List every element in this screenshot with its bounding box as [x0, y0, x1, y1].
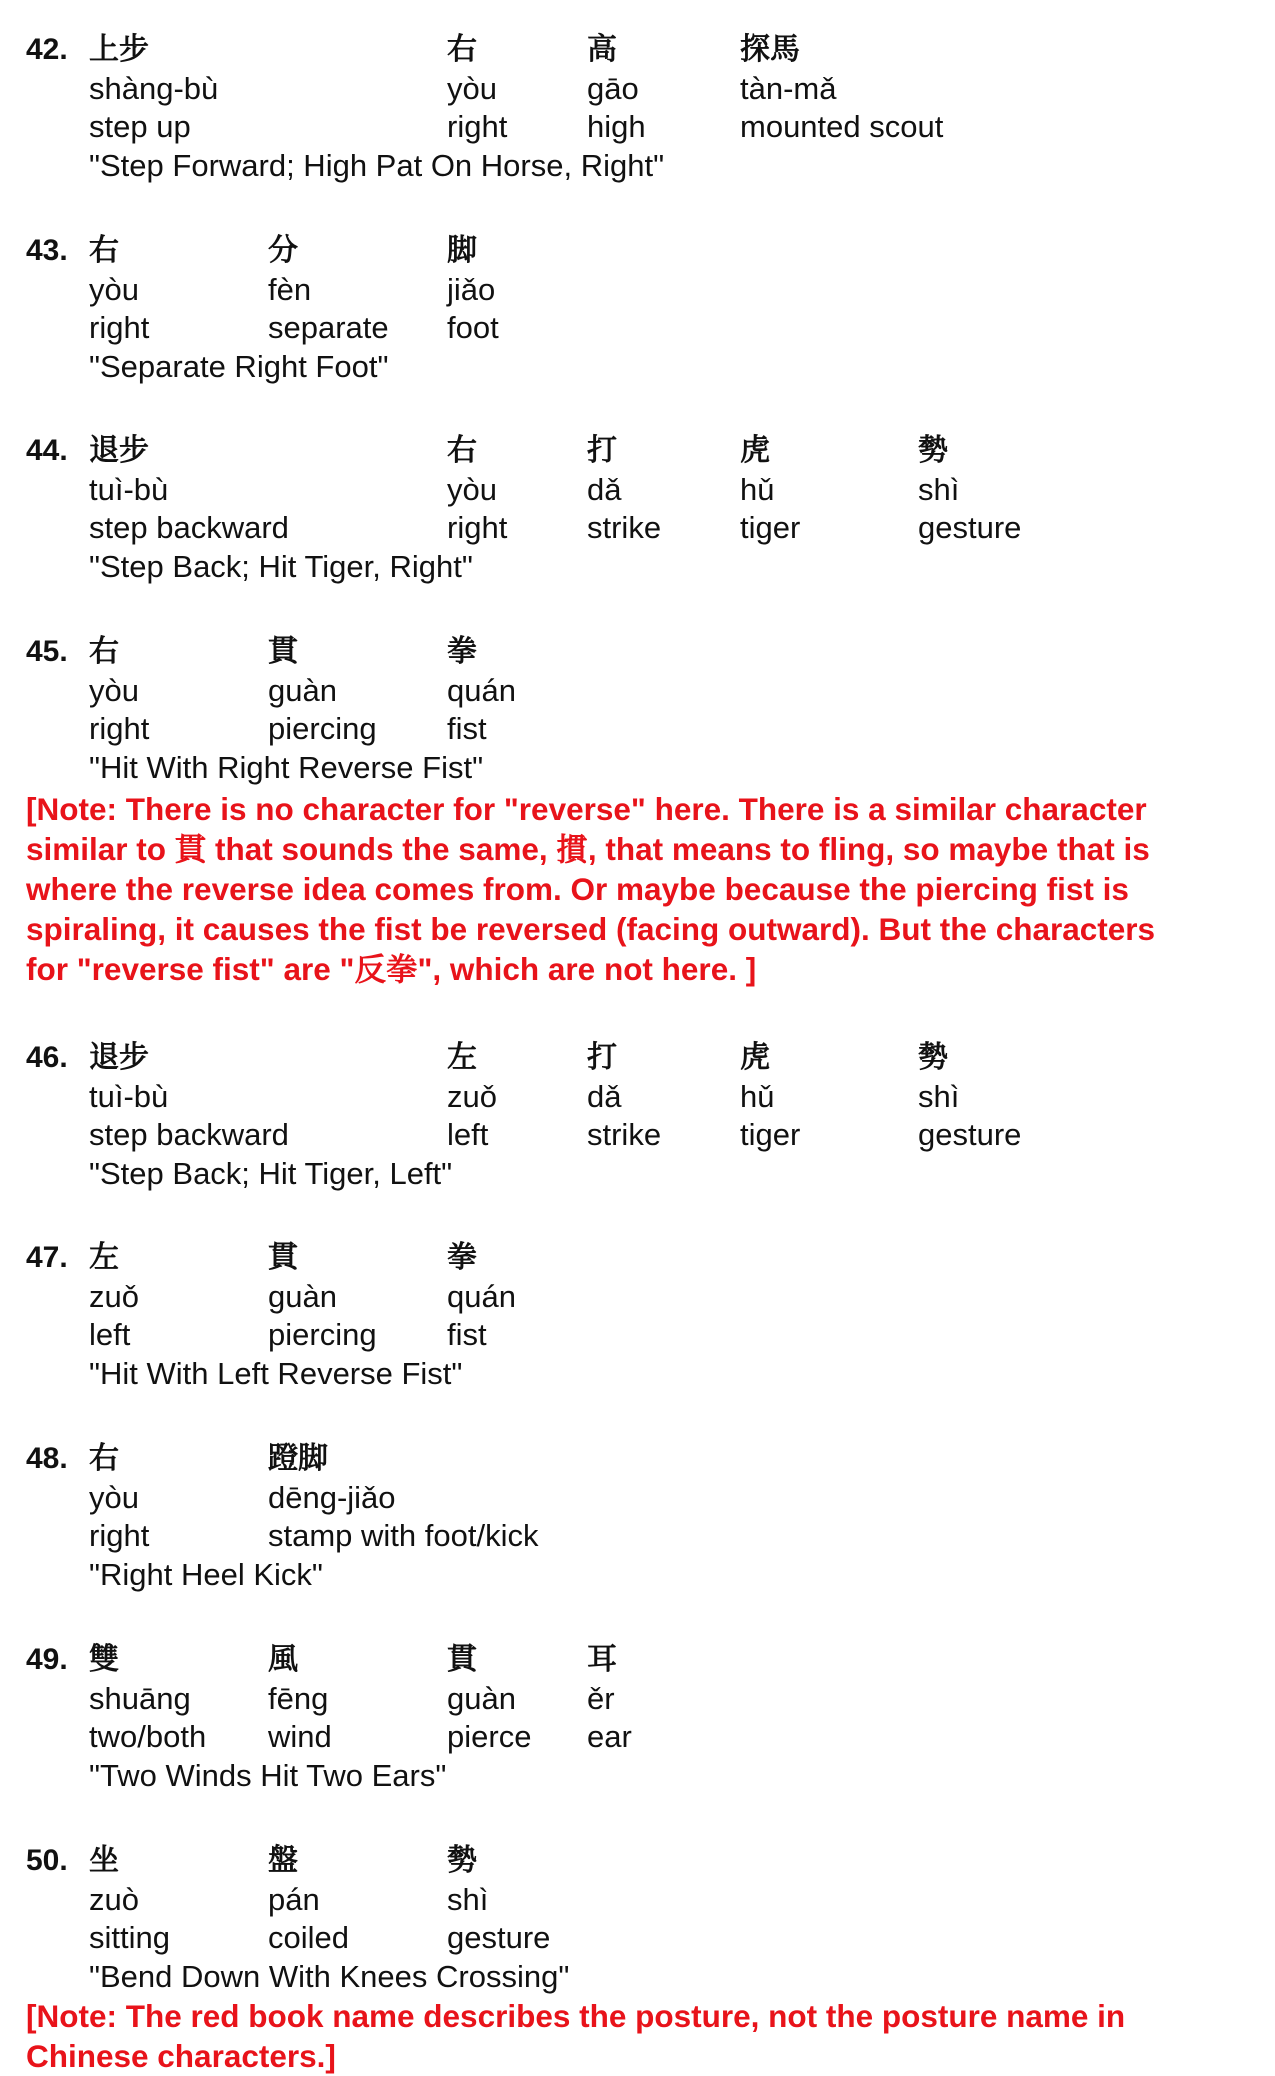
- entry-number: 48.: [26, 1442, 68, 1475]
- pinyin: shì: [447, 1882, 489, 1917]
- english: pierce: [447, 1719, 532, 1754]
- hanzi: 右: [447, 32, 477, 67]
- pinyin: quán: [447, 1279, 516, 1314]
- english: two/both: [89, 1719, 207, 1754]
- english: coiled: [268, 1920, 349, 1955]
- english: piercing: [268, 711, 377, 746]
- pinyin: dǎ: [587, 1079, 622, 1114]
- note-line: [Note: The red book name describes the posture, not the posture name in: [26, 1998, 1126, 2034]
- pinyin: yòu: [447, 71, 497, 106]
- hanzi: 蹬脚: [268, 1441, 328, 1476]
- pinyin: zuò: [89, 1882, 139, 1917]
- english: right: [447, 109, 508, 144]
- pinyin: quán: [447, 673, 516, 708]
- hanzi: 勢: [447, 1843, 477, 1878]
- pinyin: zuǒ: [447, 1079, 497, 1114]
- english: fist: [447, 1317, 487, 1352]
- pinyin: guàn: [268, 1279, 337, 1314]
- entry-number: 42.: [26, 33, 68, 66]
- entry-number: 47.: [26, 1241, 68, 1274]
- hanzi: 退步: [89, 433, 149, 468]
- pinyin: guàn: [447, 1681, 516, 1716]
- hanzi: 右: [89, 634, 119, 669]
- pinyin: tuì-bù: [89, 1079, 169, 1114]
- hanzi: 虎: [740, 433, 770, 468]
- pinyin: fèn: [268, 272, 312, 307]
- note-line: spiraling, it causes the fist be reversed (facing outward). But the characters: [26, 911, 1156, 947]
- english: step backward: [89, 1117, 289, 1152]
- pinyin: gāo: [587, 71, 639, 106]
- english: right: [447, 510, 508, 545]
- hanzi: 高: [587, 32, 617, 67]
- english: piercing: [268, 1317, 377, 1352]
- pinyin: tàn-mǎ: [740, 71, 837, 106]
- note-line: where the reverse idea comes from. Or maybe because the piercing fist is: [26, 871, 1129, 907]
- english: stamp with foot/kick: [268, 1518, 539, 1553]
- hanzi: 勢: [918, 433, 948, 468]
- entry-number: 44.: [26, 434, 68, 467]
- translation: "Two Winds Hit Two Ears": [89, 1758, 447, 1793]
- note-line: for "reverse fist" are "反拳", which are not here. ]: [26, 951, 757, 987]
- english: high: [587, 109, 646, 144]
- english: step backward: [89, 510, 289, 545]
- pinyin: dǎ: [587, 472, 622, 507]
- english: step up: [89, 109, 191, 144]
- note-50: [26, 1996, 1256, 2076]
- hanzi: 拳: [447, 634, 477, 669]
- pinyin: ěr: [587, 1681, 615, 1716]
- english: left: [89, 1317, 131, 1352]
- hanzi: 虎: [740, 1040, 770, 1075]
- pinyin: hǔ: [740, 472, 775, 507]
- pinyin: pán: [268, 1882, 320, 1917]
- hanzi: 右: [89, 233, 119, 268]
- english: tiger: [740, 510, 801, 545]
- hanzi: 打: [587, 1040, 617, 1075]
- english: sitting: [89, 1920, 170, 1955]
- hanzi: 風: [268, 1642, 298, 1677]
- translation: "Step Forward; High Pat On Horse, Right": [89, 148, 665, 183]
- english: fist: [447, 711, 487, 746]
- hanzi: 脚: [447, 233, 477, 268]
- translation: "Hit With Left Reverse Fist": [89, 1356, 463, 1391]
- pinyin: shì: [918, 472, 960, 507]
- entry-number: 50.: [26, 1844, 68, 1877]
- translation: "Bend Down With Knees Crossing": [89, 1959, 570, 1994]
- pinyin: jiǎo: [447, 272, 496, 307]
- pinyin: shàng-bù: [89, 71, 219, 106]
- english: mounted scout: [740, 109, 944, 144]
- entry-number: 45.: [26, 635, 68, 668]
- pinyin: yòu: [89, 272, 139, 307]
- pinyin: shuāng: [89, 1681, 191, 1716]
- pinyin: shì: [918, 1079, 960, 1114]
- english: foot: [447, 310, 499, 345]
- pinyin: yòu: [89, 1480, 139, 1515]
- pinyin: dēng-jiǎo: [268, 1480, 396, 1515]
- pinyin: hǔ: [740, 1079, 775, 1114]
- hanzi: 上步: [89, 32, 149, 67]
- pinyin: yòu: [447, 472, 497, 507]
- hanzi: 雙: [89, 1642, 119, 1677]
- hanzi: 左: [89, 1240, 119, 1275]
- note-line: Chinese characters.]: [26, 2038, 336, 2074]
- hanzi: 勢: [918, 1040, 948, 1075]
- english: wind: [268, 1719, 332, 1754]
- hanzi: 打: [587, 433, 617, 468]
- english: strike: [587, 510, 662, 545]
- hanzi: 探馬: [740, 32, 800, 67]
- pinyin: zuǒ: [89, 1279, 139, 1314]
- english: right: [89, 711, 150, 746]
- english: gesture: [447, 1920, 551, 1955]
- note-line: [Note: There is no character for "reverse" here. There is a similar character: [26, 791, 1147, 827]
- translation: "Hit With Right Reverse Fist": [89, 750, 484, 785]
- hanzi: 右: [89, 1441, 119, 1476]
- english: gesture: [918, 1117, 1022, 1152]
- pinyin: tuì-bù: [89, 472, 169, 507]
- note-45: [26, 789, 1256, 989]
- translation: "Step Back; Hit Tiger, Left": [89, 1156, 453, 1191]
- english: gesture: [918, 510, 1022, 545]
- pinyin: guàn: [268, 673, 337, 708]
- pinyin: yòu: [89, 673, 139, 708]
- hanzi: 分: [268, 233, 298, 268]
- hanzi: 盤: [268, 1843, 298, 1878]
- hanzi: 左: [447, 1040, 477, 1075]
- english: right: [89, 1518, 150, 1553]
- hanzi: 貫: [268, 634, 298, 669]
- hanzi: 貫: [447, 1642, 477, 1677]
- translation: "Separate Right Foot": [89, 349, 389, 384]
- entry-number: 43.: [26, 234, 68, 267]
- hanzi: 耳: [587, 1642, 617, 1677]
- hanzi: 右: [447, 433, 477, 468]
- translation: "Step Back; Hit Tiger, Right": [89, 549, 473, 584]
- entry-number: 49.: [26, 1643, 68, 1676]
- english: right: [89, 310, 150, 345]
- english: ear: [587, 1719, 632, 1754]
- entry-number: 46.: [26, 1041, 68, 1074]
- hanzi: 坐: [89, 1843, 119, 1878]
- hanzi: 退步: [89, 1040, 149, 1075]
- translation: "Right Heel Kick": [89, 1557, 323, 1592]
- english: separate: [268, 310, 389, 345]
- note-line: similar to 貫 that sounds the same, 摜, that means to fling, so maybe that is: [26, 831, 1150, 867]
- pinyin: fēng: [268, 1681, 329, 1716]
- english: tiger: [740, 1117, 801, 1152]
- english: left: [447, 1117, 489, 1152]
- english: strike: [587, 1117, 662, 1152]
- hanzi: 拳: [447, 1240, 477, 1275]
- hanzi: 貫: [268, 1240, 298, 1275]
